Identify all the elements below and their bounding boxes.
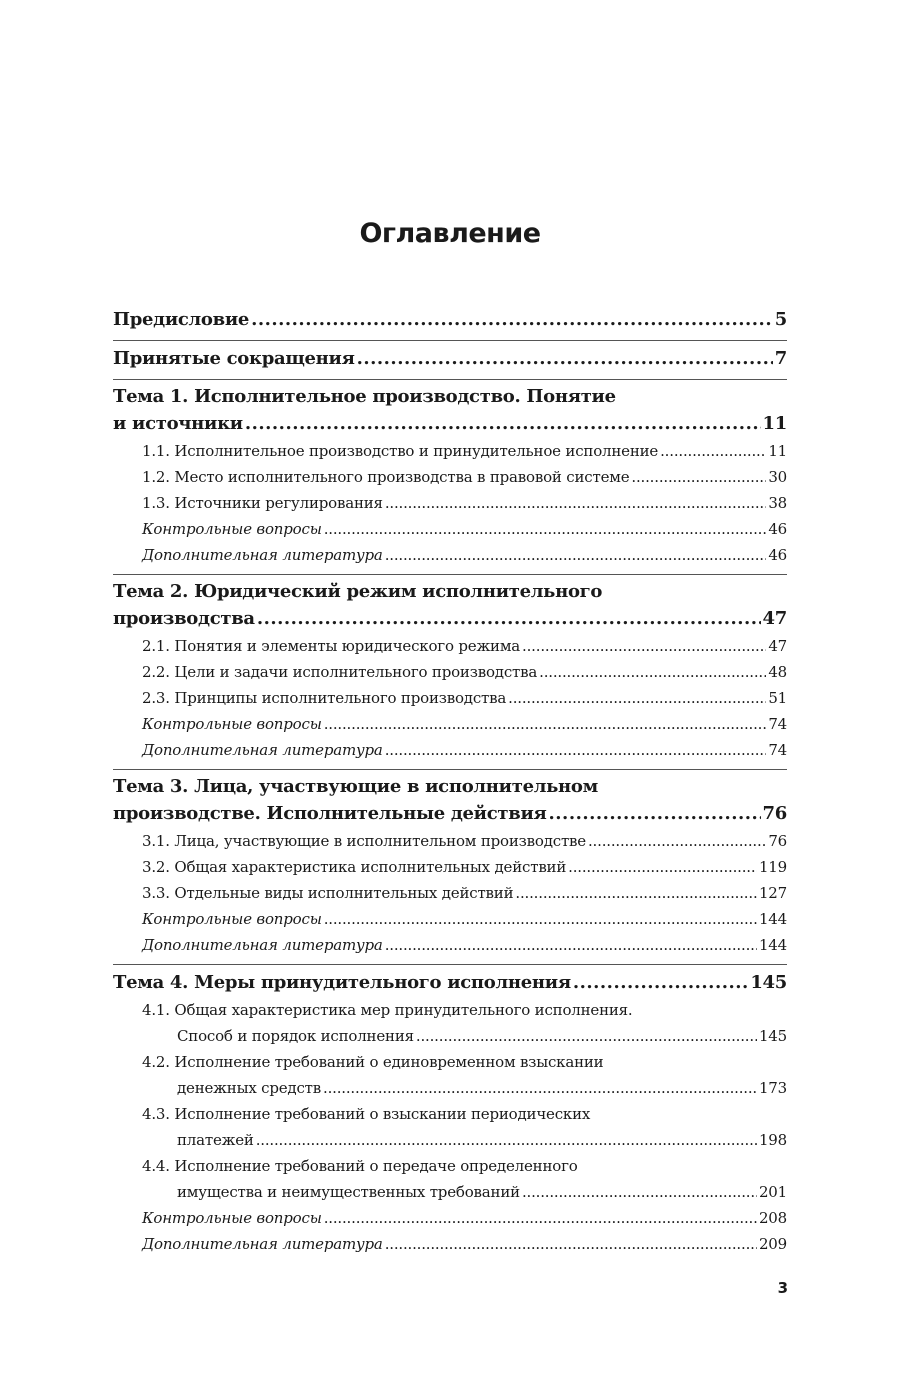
divider bbox=[113, 964, 787, 965]
toc-subentry-title: 2.1. Понятия и элементы юридического режима bbox=[142, 637, 521, 655]
dot-leader bbox=[256, 1127, 757, 1153]
toc-subentry-title: Дополнительная литература bbox=[142, 1235, 383, 1253]
dot-leader bbox=[324, 906, 757, 932]
dot-leader bbox=[324, 711, 767, 737]
dot-leader bbox=[357, 345, 773, 373]
toc-subentry-title: Способ и порядок исполнения bbox=[177, 1027, 414, 1045]
divider bbox=[113, 574, 787, 575]
toc-subentry-line1: 4.3. Исполнение требований о взыскании периодических bbox=[142, 1105, 591, 1123]
toc-page-number: 30 bbox=[768, 468, 787, 486]
toc-subentry-title: Контрольные вопросы bbox=[142, 1209, 322, 1227]
dot-leader bbox=[324, 516, 767, 542]
toc-subentry[interactable] bbox=[113, 633, 787, 659]
toc-subentry[interactable] bbox=[113, 1023, 787, 1049]
dot-leader bbox=[573, 969, 748, 997]
theme-title-line1: Тема 4. Меры принудительного исполнения bbox=[113, 972, 571, 993]
dot-leader bbox=[539, 659, 766, 685]
toc-theme-1-heading[interactable] bbox=[113, 410, 787, 438]
toc-subentry-title: Контрольные вопросы bbox=[142, 910, 322, 928]
toc-entry-abbreviations[interactable] bbox=[113, 345, 787, 373]
toc-subentry[interactable] bbox=[113, 854, 787, 880]
toc-subentry-title: 3.3. Отдельные виды исполнительных действий bbox=[142, 884, 514, 902]
toc-subentry-title: Дополнительная литература bbox=[142, 936, 383, 954]
dot-leader bbox=[251, 306, 773, 334]
toc-page-number: 7 bbox=[774, 348, 787, 369]
toc-subentry-title: 1.1. Исполнительное производство и принудительное исполнение bbox=[142, 442, 659, 460]
dot-leader bbox=[549, 800, 761, 828]
toc-subentry-line1: 4.4. Исполнение требований о передаче определенного bbox=[142, 1157, 578, 1175]
dot-leader bbox=[522, 633, 766, 659]
dot-leader bbox=[568, 854, 757, 880]
dot-leader bbox=[324, 1205, 757, 1231]
dot-leader bbox=[385, 1231, 757, 1257]
toc-subentry[interactable] bbox=[113, 685, 787, 711]
table-of-contents bbox=[113, 306, 787, 1257]
toc-theme-4-heading[interactable] bbox=[113, 969, 787, 997]
toc-subentry-title: Дополнительная литература bbox=[142, 546, 383, 564]
toc-page-number: 76 bbox=[768, 832, 787, 850]
toc-subentry[interactable] bbox=[113, 490, 787, 516]
toc-theme-4 bbox=[113, 969, 787, 1257]
toc-subentry[interactable] bbox=[113, 880, 787, 906]
toc-subentry-title: 3.2. Общая характеристика исполнительных действий bbox=[142, 858, 567, 876]
dot-leader bbox=[508, 685, 766, 711]
toc-subentry[interactable] bbox=[113, 1127, 787, 1153]
toc-page-number: 47 bbox=[768, 637, 787, 655]
toc-subentry-literature[interactable] bbox=[113, 1231, 787, 1257]
toc-page-number: 11 bbox=[768, 442, 787, 460]
toc-page-number: 51 bbox=[768, 689, 787, 707]
toc-page-number: 119 bbox=[758, 858, 787, 876]
toc-page-number: 76 bbox=[762, 803, 787, 824]
toc-page-number: 5 bbox=[774, 309, 787, 330]
toc-page-number: 144 bbox=[758, 910, 787, 928]
theme-title-line1: Тема 1. Исполнительное производство. Понятие bbox=[113, 386, 616, 407]
toc-subentry-title: 3.1. Лица, участвующие в исполнительном производстве bbox=[142, 832, 586, 850]
toc-subentry[interactable] bbox=[113, 1075, 787, 1101]
dot-leader bbox=[416, 1023, 757, 1049]
toc-entry-title: Принятые сокращения bbox=[113, 348, 355, 369]
toc-subentry-line1: 4.2. Исполнение требований о единовременном взыскании bbox=[142, 1053, 604, 1071]
toc-page-number: 46 bbox=[768, 520, 787, 538]
toc-subentry-title: имущества и неимущественных требований bbox=[177, 1183, 520, 1201]
toc-theme-3-heading[interactable] bbox=[113, 800, 787, 828]
toc-subentry[interactable] bbox=[113, 438, 787, 464]
toc-theme-1 bbox=[113, 384, 787, 568]
dot-leader bbox=[385, 737, 767, 763]
theme-title-line2: и источники bbox=[113, 413, 243, 434]
divider bbox=[113, 340, 787, 341]
toc-subentry-title: Контрольные вопросы bbox=[142, 520, 322, 538]
toc-page-number: 48 bbox=[768, 663, 787, 681]
toc-subentry-questions[interactable] bbox=[113, 516, 787, 542]
toc-theme-3 bbox=[113, 774, 787, 958]
toc-page-number: 145 bbox=[758, 1027, 787, 1045]
toc-subentry-literature[interactable] bbox=[113, 542, 787, 568]
toc-entry-title: Предисловие bbox=[113, 309, 250, 330]
toc-subentry-title: Дополнительная литература bbox=[142, 741, 383, 759]
toc-subentry-title: 1.2. Место исполнительного производства в правовой системе bbox=[142, 468, 630, 486]
divider bbox=[113, 379, 787, 380]
toc-theme-2-heading[interactable] bbox=[113, 605, 787, 633]
dot-leader bbox=[257, 605, 761, 633]
theme-title-line1: Тема 2. Юридический режим исполнительного bbox=[113, 581, 603, 602]
toc-subentry-title: денежных средств bbox=[177, 1079, 322, 1097]
dot-leader bbox=[385, 542, 767, 568]
page-number: 3 bbox=[777, 1279, 788, 1297]
toc-theme-2 bbox=[113, 579, 787, 763]
toc-subentry-line1: 4.1. Общая характеристика мер принудительного исполнения. bbox=[142, 1001, 633, 1019]
toc-subentry-questions[interactable] bbox=[113, 1205, 787, 1231]
toc-page-number: 209 bbox=[758, 1235, 787, 1253]
toc-entry-preface[interactable] bbox=[113, 306, 787, 334]
toc-subentry-questions[interactable] bbox=[113, 711, 787, 737]
toc-page-number: 208 bbox=[758, 1209, 787, 1227]
toc-page-number: 11 bbox=[762, 413, 787, 434]
toc-page-number: 201 bbox=[758, 1183, 787, 1201]
toc-page-number: 38 bbox=[768, 494, 787, 512]
dot-leader bbox=[588, 828, 766, 854]
dot-leader bbox=[385, 932, 757, 958]
toc-page-number: 74 bbox=[768, 715, 787, 733]
toc-subentry-title: платежей bbox=[177, 1131, 254, 1149]
dot-leader bbox=[385, 490, 766, 516]
theme-title-line2: производства bbox=[113, 608, 255, 629]
toc-subentry-title: 2.2. Цели и задачи исполнительного производства bbox=[142, 663, 538, 681]
dot-leader bbox=[245, 410, 761, 438]
theme-title-line2: производстве. Исполнительные действия bbox=[113, 803, 547, 824]
toc-page-number: 198 bbox=[758, 1131, 787, 1149]
toc-page-number: 144 bbox=[758, 936, 787, 954]
toc-page-number: 173 bbox=[758, 1079, 787, 1097]
toc-subentry[interactable] bbox=[113, 828, 787, 854]
toc-subentry[interactable] bbox=[113, 1179, 787, 1205]
toc-page-number: 145 bbox=[750, 972, 787, 993]
toc-subentry-literature[interactable] bbox=[113, 737, 787, 763]
toc-page-number: 46 bbox=[768, 546, 787, 564]
toc-subentry[interactable] bbox=[113, 659, 787, 685]
toc-subentry-questions[interactable] bbox=[113, 906, 787, 932]
toc-subentry[interactable] bbox=[113, 464, 787, 490]
dot-leader bbox=[515, 880, 757, 906]
dot-leader bbox=[631, 464, 766, 490]
dot-leader bbox=[660, 438, 766, 464]
toc-subentry-title: Контрольные вопросы bbox=[142, 715, 322, 733]
divider bbox=[113, 769, 787, 770]
toc-page-number: 47 bbox=[762, 608, 787, 629]
toc-page-number: 74 bbox=[768, 741, 787, 759]
toc-subentry-literature[interactable] bbox=[113, 932, 787, 958]
toc-page-number: 127 bbox=[758, 884, 787, 902]
dot-leader bbox=[323, 1075, 757, 1101]
toc-subentry-title: 2.3. Принципы исполнительного производства bbox=[142, 689, 507, 707]
toc-subentry-title: 1.3. Источники регулирования bbox=[142, 494, 383, 512]
theme-title-line1: Тема 3. Лица, участвующие в исполнительном bbox=[113, 776, 598, 797]
page-title: Оглавление bbox=[359, 218, 541, 249]
dot-leader bbox=[522, 1179, 757, 1205]
